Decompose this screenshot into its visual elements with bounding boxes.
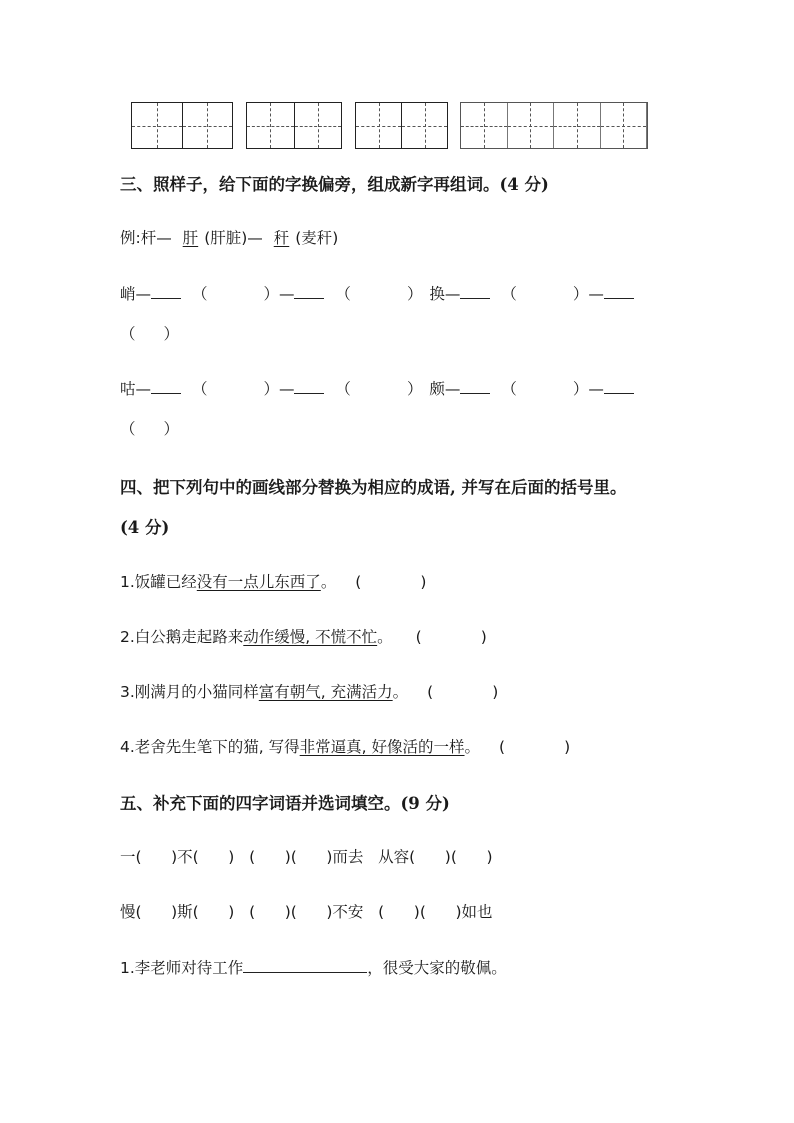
row-char: 峭— — [120, 285, 152, 303]
paren-open: （ — [501, 380, 517, 398]
answer-blank[interactable] — [294, 379, 324, 394]
paren-open: （ — [501, 285, 517, 303]
grid-cell — [508, 103, 555, 148]
grid-cell — [601, 103, 648, 148]
radical-row-1 — [120, 282, 634, 304]
paren-open: （ — [120, 420, 136, 438]
item-text: 。 — [320, 573, 337, 591]
writing-grid-3 — [355, 102, 448, 149]
item-text: 3.刚满月的小猫同样 — [120, 683, 259, 701]
answer-blank[interactable] — [604, 284, 634, 299]
answer-paren[interactable]: ( ) — [415, 628, 487, 646]
section3-example — [120, 226, 338, 248]
paren-close: ） — [163, 325, 180, 343]
idiom-item-3 — [120, 680, 498, 702]
answer-blank[interactable] — [151, 379, 181, 394]
item-text: 2.白公鹅走起路来 — [120, 628, 244, 646]
grid-cell — [183, 103, 233, 148]
writing-grid-4 — [460, 102, 648, 149]
paren-open: （ — [120, 325, 136, 343]
answer-paren[interactable]: ( ) — [498, 738, 571, 756]
grid-cell — [132, 103, 183, 148]
item-text: 。 — [392, 683, 409, 701]
paren-close: ）— — [572, 285, 604, 303]
idiom-item-1 — [120, 570, 426, 592]
example-word2: (麦秆) — [295, 229, 339, 247]
section4-heading-score: (4 分) — [120, 518, 170, 537]
underlined-phrase: 非常逼真, 好像活的一样 — [299, 738, 465, 756]
grid-cell — [295, 103, 342, 148]
sentence-blank[interactable] — [243, 958, 367, 973]
item-text: 4.老舍先生笔下的猫, 写得 — [120, 738, 300, 756]
item-text: 。 — [377, 628, 393, 646]
paren-close: ） — [406, 285, 423, 303]
item-text: 。 — [464, 738, 481, 756]
writing-grid-2 — [246, 102, 342, 149]
paren-close: ） — [163, 420, 180, 438]
paren-close: ）— — [263, 380, 295, 398]
underlined-phrase: 动作缓慢, 不慌不忙 — [243, 628, 378, 646]
radical-row-2-wrap — [120, 417, 179, 439]
section4-heading: 四、把下列句中的画线部分替换为相应的成语, 并写在后面的括号里。 — [120, 478, 627, 497]
grid-cell — [461, 103, 508, 148]
row-char: 咕— — [120, 380, 152, 398]
idiom-item-2 — [120, 625, 487, 647]
section5-heading: 五、补充下面的四字词语并选词填空。(9 分) — [120, 794, 450, 813]
answer-blank[interactable] — [460, 284, 490, 299]
grid-cell — [554, 103, 601, 148]
answer-blank[interactable] — [151, 284, 181, 299]
answer-blank[interactable] — [294, 284, 324, 299]
section3-heading: 三、照样子，给下面的字换偏旁，组成新字再组词。(4 分) — [120, 175, 549, 194]
paren-open: （ — [335, 285, 351, 303]
answer-blank[interactable] — [460, 379, 490, 394]
grid-cell — [402, 103, 447, 148]
underlined-phrase: 没有一点儿东西了 — [196, 573, 321, 591]
underlined-phrase: 富有朝气, 充满活力 — [258, 683, 393, 701]
row-char: 颇— — [429, 380, 461, 398]
paren-close: ） — [406, 380, 423, 398]
radical-row-2 — [120, 377, 634, 399]
row-char: 换— — [429, 285, 461, 303]
paren-open: （ — [335, 380, 351, 398]
sentence-text: 1.李老师对待工作 — [120, 959, 244, 977]
example-char1: 肝 — [182, 229, 199, 247]
idiom-item-4 — [120, 735, 570, 757]
writing-grid-1 — [131, 102, 233, 149]
answer-blank[interactable] — [604, 379, 634, 394]
example-prefix: 例:杆— — [120, 229, 172, 247]
example-word1: (肝脏)— — [204, 229, 263, 247]
idiom-fill-row-1[interactable]: 一( )不( ) ( )( )而去 从容( )( ) — [120, 848, 493, 866]
grid-cell — [356, 103, 402, 148]
example-char2: 秆 — [273, 229, 290, 247]
answer-paren[interactable]: ( ) — [355, 573, 427, 591]
fill-sentence-1 — [120, 956, 507, 978]
paren-close: ）— — [263, 285, 295, 303]
radical-row-1-wrap — [120, 322, 179, 344]
paren-close: ）— — [572, 380, 604, 398]
sentence-text: ，很受大家的敬佩。 — [367, 959, 507, 977]
item-text: 1.饭罐已经 — [120, 573, 197, 591]
paren-open: （ — [191, 285, 208, 303]
grid-cell — [247, 103, 295, 148]
answer-paren[interactable]: ( ) — [427, 683, 499, 701]
paren-open: （ — [191, 380, 208, 398]
idiom-fill-row-2[interactable]: 慢( )斯( ) ( )( )不安 ( )( )如也 — [120, 903, 493, 921]
